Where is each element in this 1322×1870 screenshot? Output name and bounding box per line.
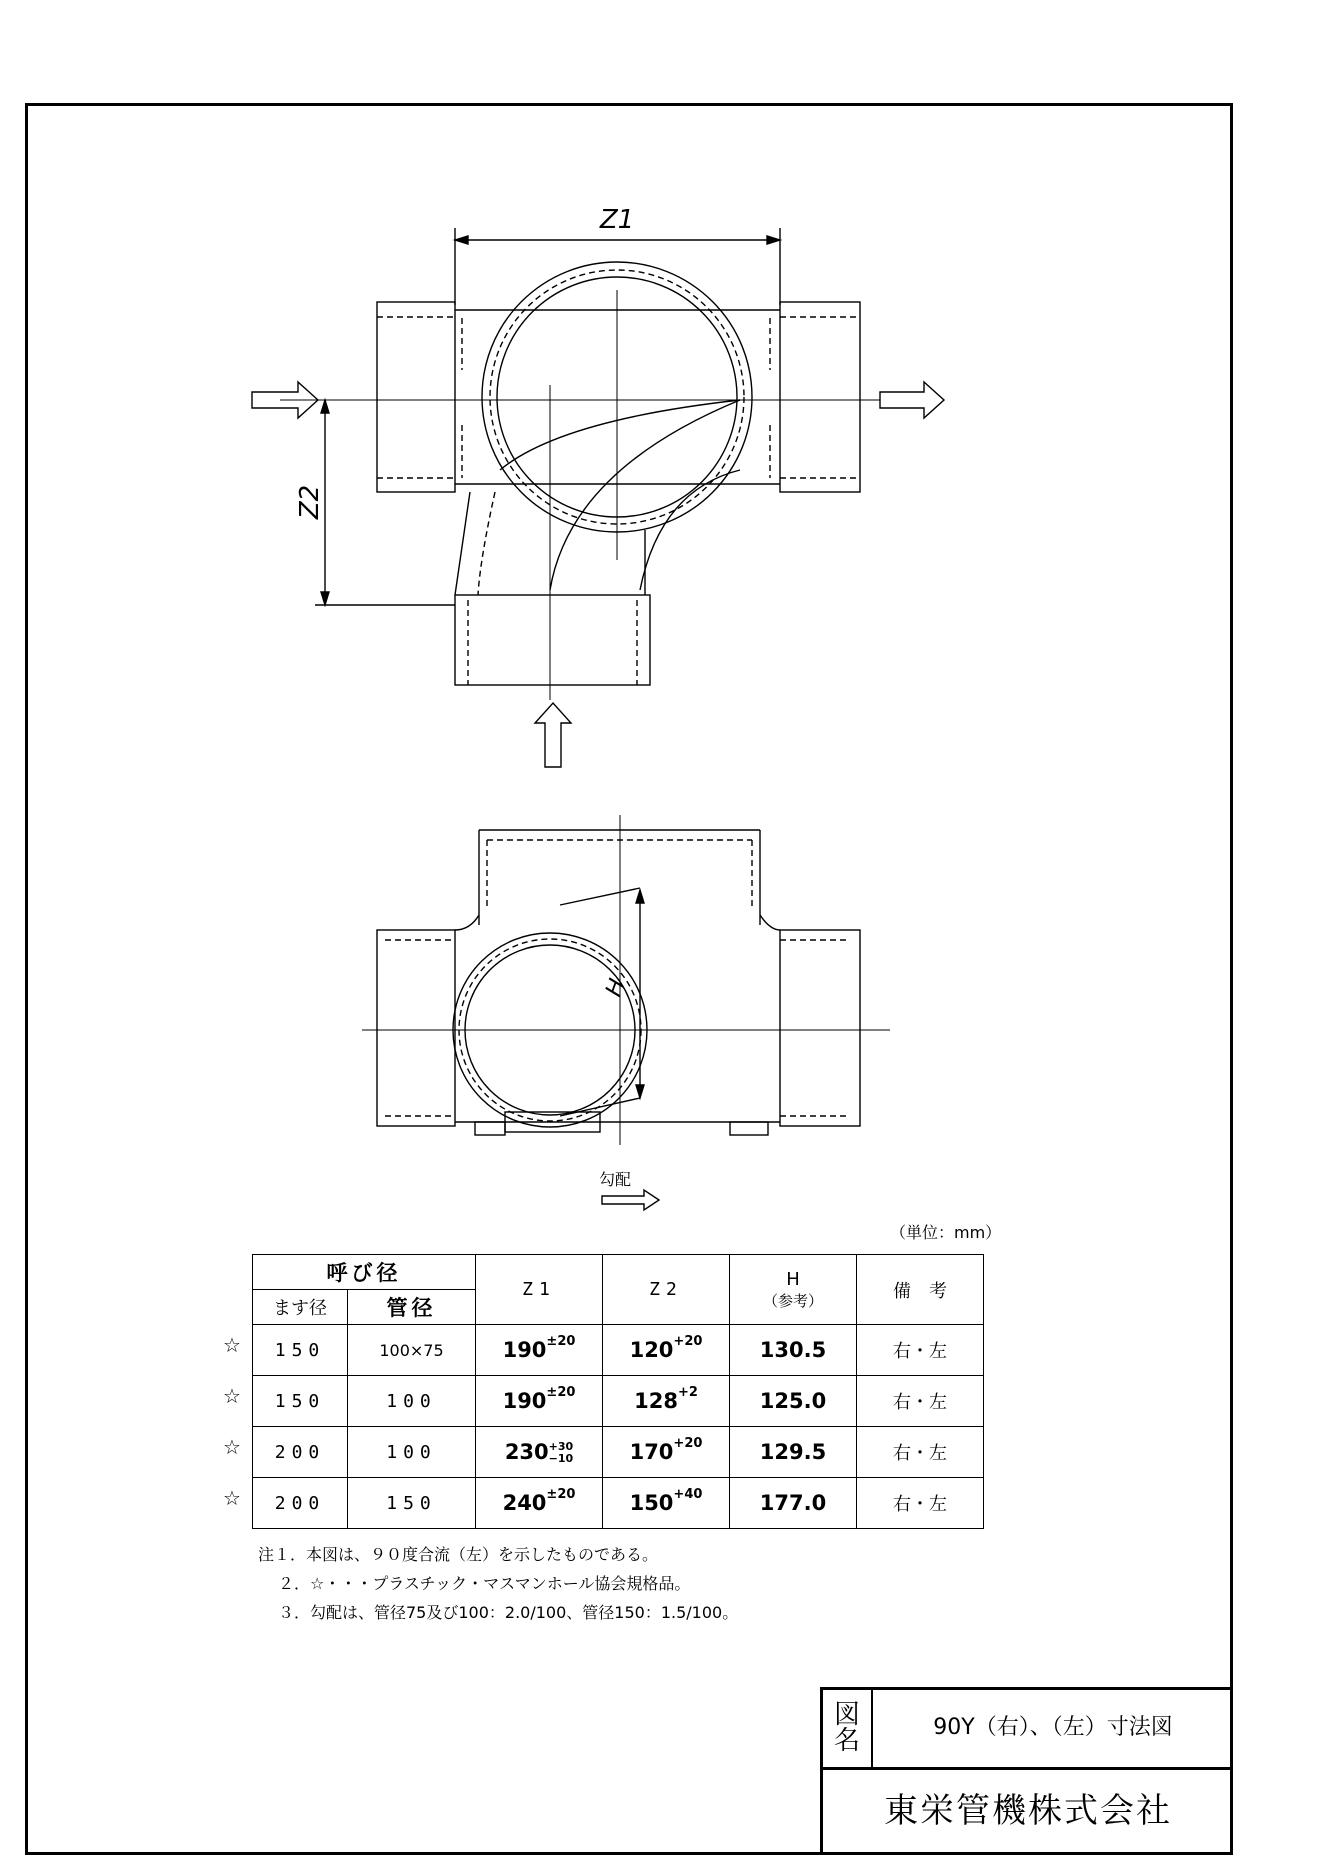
cell-box: 150 [253, 1325, 348, 1376]
dimension-table [252, 1254, 1141, 1529]
header-nominal: 呼び径 [253, 1255, 476, 1290]
cell-z1 [476, 1325, 603, 1376]
header-h-ref: （参考） [762, 1291, 823, 1310]
title-block [820, 1687, 1233, 1855]
z1-tolerance: ±20 [546, 1487, 576, 1502]
star-mark: ☆ [223, 1486, 241, 1510]
z2-value: 120 [629, 1338, 674, 1362]
z1-value: 190 [502, 1338, 547, 1362]
header-h [730, 1255, 857, 1325]
notes [258, 1540, 738, 1627]
cell-box: 150 [253, 1376, 348, 1427]
z1-tolerance-lower: −10 [548, 1451, 574, 1465]
note-2: ２．☆・・・プラスチック・マスマンホール協会規格品。 [278, 1574, 691, 1593]
z1-value: 230 [504, 1439, 549, 1464]
cell-z2 [603, 1427, 730, 1478]
header-remarks: 備 考 [857, 1255, 984, 1325]
z2-label: Z2 [295, 484, 325, 520]
header-pipe: 管径 [348, 1290, 476, 1325]
cell-pipe: 100 [348, 1376, 476, 1427]
cell-z2 [603, 1376, 730, 1427]
title-block-label: 図 名 [820, 1687, 873, 1767]
cell-remarks: 右・左 [857, 1325, 984, 1376]
z2-tolerance: +40 [673, 1487, 703, 1502]
table-row [253, 1325, 1141, 1376]
note-1: 注１．本図は、９０度合流（左）を示したものである。 [258, 1545, 659, 1564]
cell-remarks: 右・左 [857, 1478, 984, 1529]
z1-value: 190 [502, 1389, 547, 1413]
cell-z1 [476, 1478, 603, 1529]
header-z2: Z2 [603, 1255, 730, 1325]
z2-value: 170 [629, 1440, 674, 1464]
unit-note: （単位：mm） [890, 1223, 1002, 1242]
cell-remarks: 右・左 [857, 1427, 984, 1478]
z1-label: Z1 [599, 205, 635, 235]
cell-remarks: 右・左 [857, 1376, 984, 1427]
header-h-label: H [786, 1268, 800, 1290]
cell-z2 [603, 1478, 730, 1529]
cell-pipe: 150 [348, 1478, 476, 1529]
z2-tolerance: +20 [673, 1436, 703, 1451]
z1-value: 240 [502, 1491, 547, 1515]
cell-box: 200 [253, 1427, 348, 1478]
note-3: ３．勾配は、管径75及び100：2.0/100、管径150：1.5/100。 [278, 1603, 739, 1622]
cell-h: 177.0 [730, 1478, 857, 1529]
slope-label: 勾配 [598, 1170, 632, 1189]
star-mark: ☆ [223, 1384, 241, 1408]
z1-tolerance: ±20 [546, 1334, 576, 1349]
cell-pipe: 100×75 [348, 1325, 476, 1376]
z1-tolerance: ±20 [546, 1385, 576, 1400]
z1-tolerance-upper: +30 [548, 1439, 574, 1453]
cell-pipe: 100 [348, 1427, 476, 1478]
company-name: 東栄管機株式会社 [820, 1767, 1233, 1855]
h-label: H [601, 975, 631, 1000]
drawing-name: 90Y（右）、（左）寸法図 [873, 1687, 1233, 1767]
z2-value: 128 [634, 1389, 678, 1413]
table-row [253, 1478, 1141, 1529]
z2-tolerance: +20 [673, 1334, 703, 1349]
cell-box: 200 [253, 1478, 348, 1529]
header-box: ます径 [253, 1290, 348, 1325]
star-mark: ☆ [223, 1435, 241, 1459]
header-z1: Z1 [476, 1255, 603, 1325]
star-mark: ☆ [223, 1333, 241, 1357]
cell-z2 [603, 1325, 730, 1376]
z2-value: 150 [629, 1491, 674, 1515]
front-view [362, 815, 890, 1210]
table-row [253, 1376, 1141, 1427]
cell-h: 125.0 [730, 1376, 857, 1427]
cell-z1 [476, 1376, 603, 1427]
z2-tolerance: +2 [677, 1385, 698, 1400]
top-view [252, 205, 944, 767]
cell-z1 [476, 1427, 603, 1478]
standard-marks [220, 1320, 244, 1524]
cell-h: 130.5 [730, 1325, 857, 1376]
z1-tolerance [549, 1441, 574, 1465]
table-row [253, 1427, 1141, 1478]
cell-h: 129.5 [730, 1427, 857, 1478]
